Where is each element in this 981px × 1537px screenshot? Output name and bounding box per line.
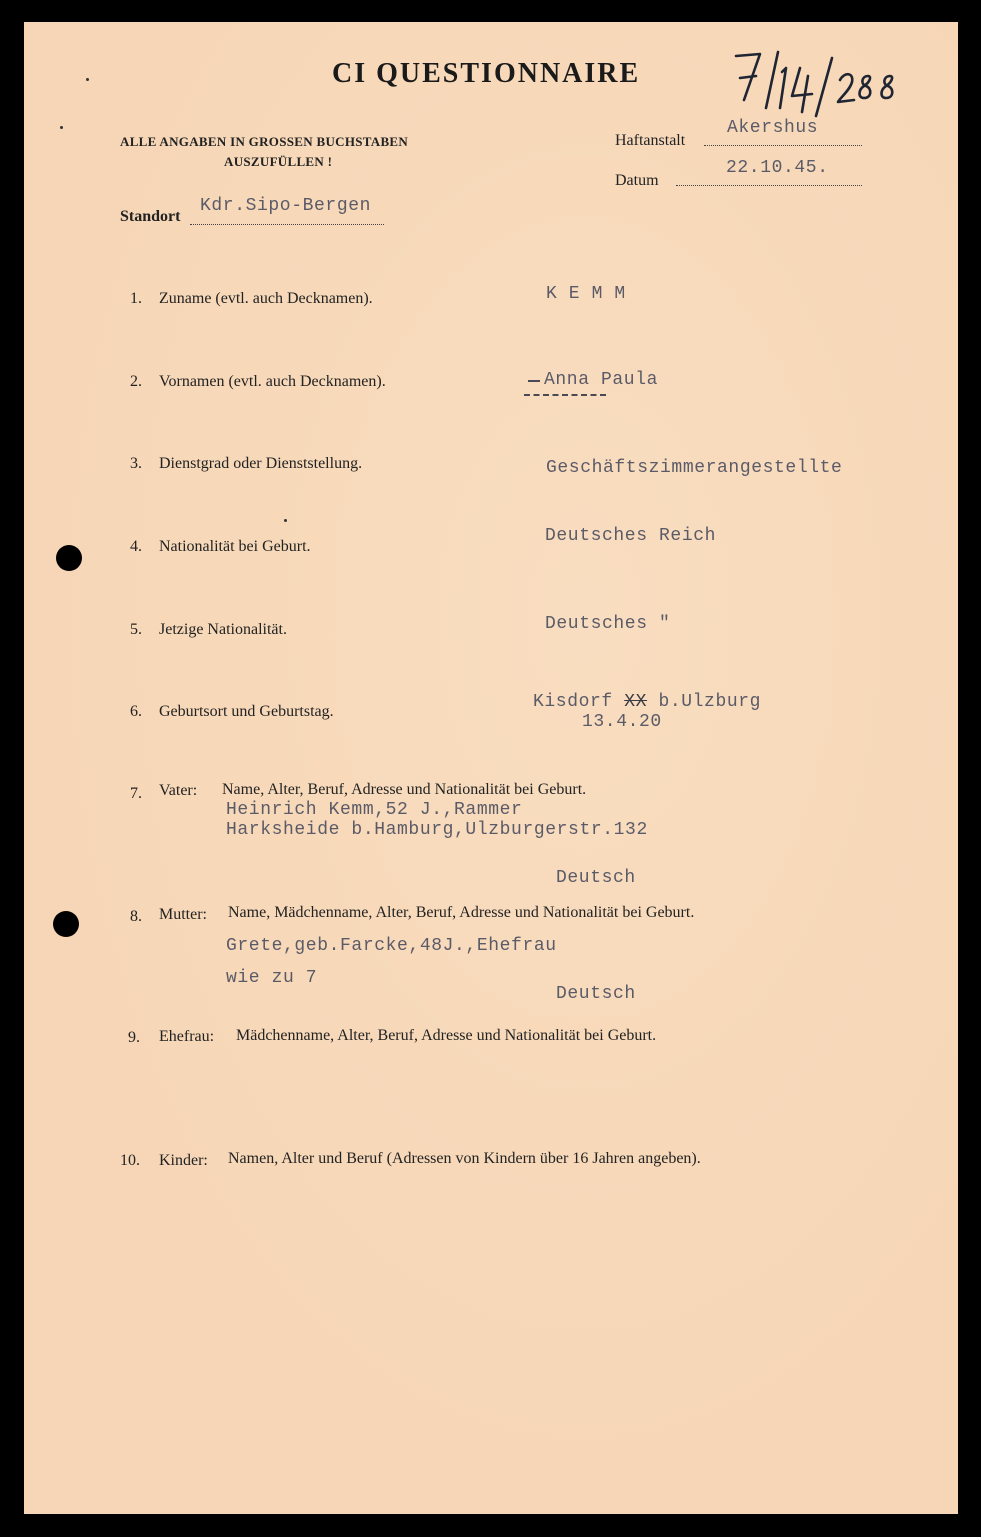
q8-prefix: Mutter:: [159, 906, 207, 923]
q8-label: Name, Mädchenname, Alter, Beruf, Adresse und Nationalität bei Geburt.: [228, 904, 695, 921]
q1-label: Zuname (evtl. auch Decknamen).: [159, 290, 373, 307]
q8-answer-line1: Grete,geb.Farcke,48J.,Ehefrau: [226, 936, 557, 956]
q5-label: Jetzige Nationalität.: [159, 621, 287, 638]
q2-answer-strike-prefix: [528, 380, 540, 382]
q2-answer: Anna Paula: [544, 370, 659, 390]
q7-prefix: Vater:: [159, 782, 198, 799]
file-number-strokes: [730, 46, 900, 126]
q6-struck-text: XX: [624, 692, 648, 712]
paper-speck: [284, 519, 287, 522]
q5-answer: Deutsches ": [545, 614, 671, 634]
punch-hole-bottom: [53, 911, 79, 937]
standort-label: Standort: [120, 208, 181, 225]
q6-birthplace-suffix: b.Ulzburg: [658, 692, 762, 712]
q1-number: 1.: [130, 290, 142, 307]
q7-nationality: Deutsch: [556, 868, 636, 888]
instruction-line2: AUSZUFÜLLEN !: [224, 154, 333, 169]
standort-dotted-line: [190, 224, 384, 225]
q7-label: Name, Alter, Beruf, Adresse und Nationalität bei Geburt.: [222, 781, 587, 798]
instruction-line1: ALLE ANGABEN IN GROSSEN BUCHSTABEN: [120, 134, 409, 149]
q4-label: Nationalität bei Geburt.: [159, 538, 311, 555]
q2-label: Vornamen (evtl. auch Decknamen).: [159, 373, 386, 390]
q10-label: Namen, Alter und Beruf (Adressen von Kindern über 16 Jahren angeben).: [228, 1150, 701, 1167]
q3-answer: Geschäftszimmerangestellte: [546, 458, 843, 478]
q9-label: Mädchenname, Alter, Beruf, Adresse und Nationalität bei Geburt.: [236, 1027, 657, 1044]
q6-label: Geburtsort und Geburtstag.: [159, 703, 334, 720]
q6-answer-line2: 13.4.20: [582, 712, 662, 732]
q4-number: 4.: [130, 538, 142, 555]
q9-number: 9.: [128, 1029, 140, 1046]
haftanstalt-dotted-line: [704, 145, 862, 146]
questionnaire-page: [24, 22, 958, 1514]
q8-nationality: Deutsch: [556, 984, 636, 1004]
datum-dotted-line: [676, 185, 862, 186]
q6-number: 6.: [130, 703, 142, 720]
q10-number: 10.: [120, 1152, 140, 1169]
q6-birthplace: Kisdorf: [533, 692, 613, 712]
standort-value: Kdr.Sipo-Bergen: [200, 196, 372, 216]
q7-number: 7.: [130, 785, 142, 802]
q3-label: Dienstgrad oder Dienststellung.: [159, 455, 363, 472]
q2-number: 2.: [130, 373, 142, 390]
q6-answer-line1: [533, 692, 761, 712]
q3-number: 3.: [130, 455, 142, 472]
datum-label: Datum: [615, 172, 659, 189]
q8-answer-line2: wie zu 7: [226, 968, 318, 988]
haftanstalt-value: Akershus: [727, 118, 819, 138]
haftanstalt-label: Haftanstalt: [615, 132, 686, 149]
q10-prefix: Kinder:: [159, 1152, 208, 1169]
q1-answer: K E M M: [546, 284, 626, 304]
paper-speck: [86, 78, 89, 81]
punch-hole-top: [56, 545, 82, 571]
q4-answer: Deutsches Reich: [545, 526, 717, 546]
q2-answer-underline: [524, 394, 606, 396]
q7-answer-line1: Heinrich Kemm,52 J.,Rammer: [226, 800, 523, 820]
file-number-text: [730, 46, 734, 47]
q5-number: 5.: [130, 621, 142, 638]
paper-speck: [60, 126, 63, 129]
q7-answer-line2: Harksheide b.Hamburg,Ulzburgerstr.132: [226, 820, 648, 840]
q9-prefix: Ehefrau:: [159, 1028, 215, 1045]
datum-value: 22.10.45.: [726, 158, 829, 178]
q8-number: 8.: [130, 908, 142, 925]
form-title: CI QUESTIONNAIRE: [332, 58, 641, 89]
